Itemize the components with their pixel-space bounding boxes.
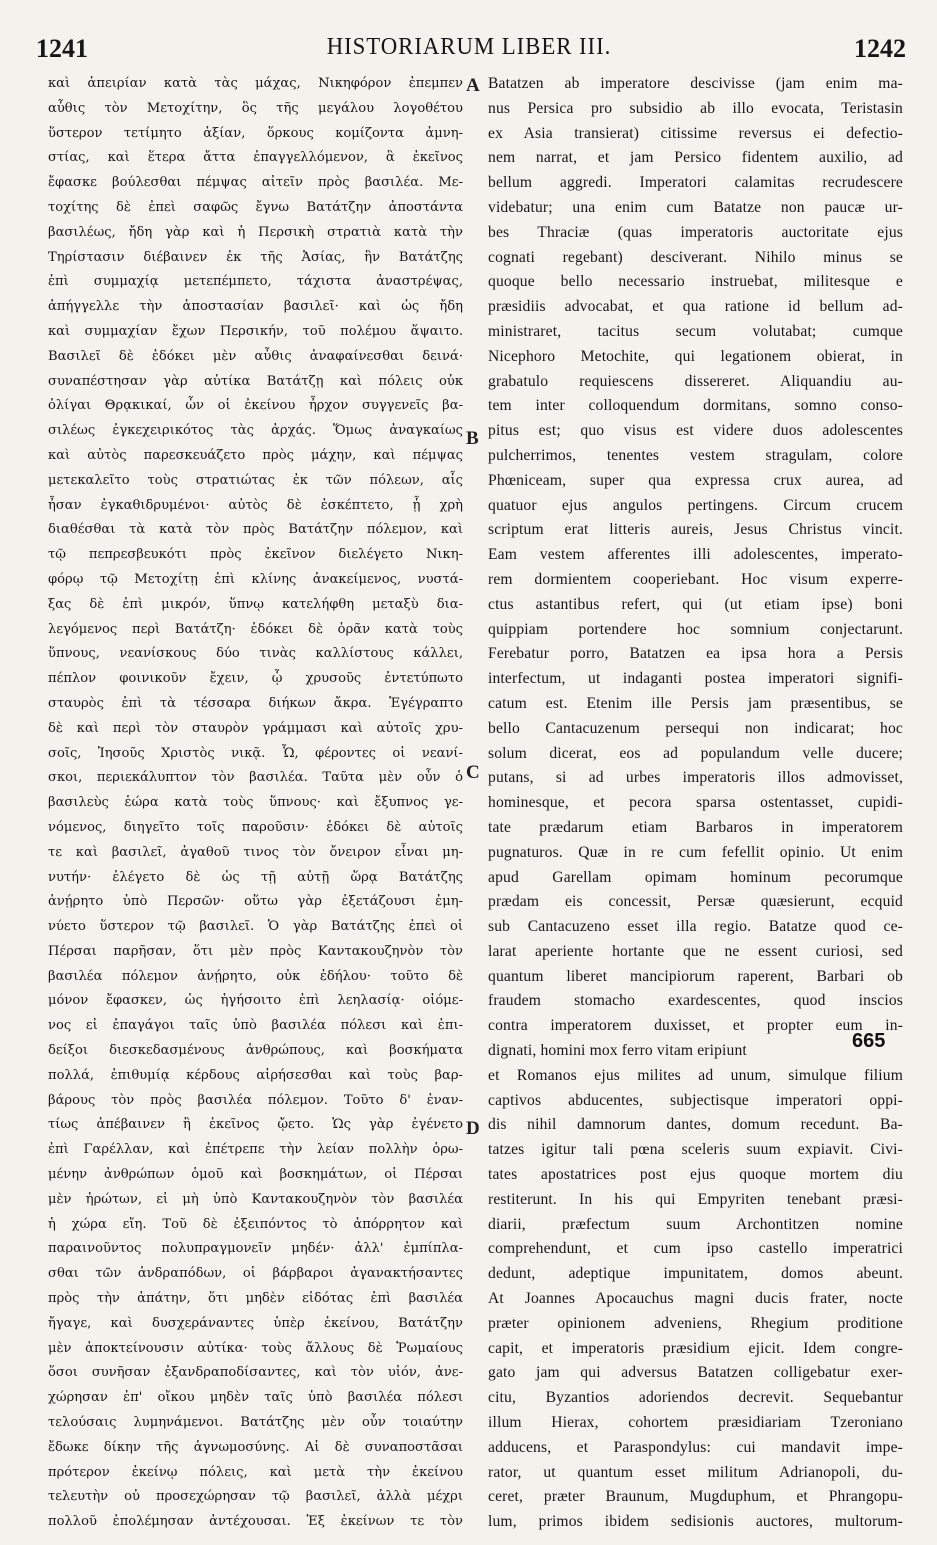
text-line: interfectum, ut indaganti postea imperatori signifi- [488, 670, 903, 688]
text-line: ἦσαν ἐγκαθιδρυμένοι· αὐτὸς δὲ ἐσκέπτετο, ᾗ χρὴ [48, 497, 463, 513]
text-line: ἤγαγε, καὶ δυσχεράναντες ὑπὲρ ἐκείνου, Βατάτζην [48, 1315, 463, 1331]
text-line: præsidiis advocabat, et qua ratione id bellum ad- [488, 298, 903, 316]
margin-marker-a: A [466, 75, 480, 96]
text-line: capit, et imperatoris præsidium ejicit. Idem congre- [488, 1339, 903, 1357]
text-line: πρότερον ἐκείνῳ πόλεις, καὶ μετὰ τὴν ἐκείνου [48, 1464, 463, 1480]
text-line: cognati regebant) desciverant. Nihilo minus se [488, 248, 903, 266]
text-line: ὅσοι συνῆσαν ἐξανδραποδίσαντες, καὶ τὸν υἱόν, ἀνε- [48, 1365, 463, 1381]
text-line: πέπλον φοινικοῦν ἔχειν, ᾧ χρυσοῦς ἐντετύπωτο [48, 671, 463, 687]
text-line: quippiam portendere hoc somnium conjectarunt. [488, 620, 903, 638]
text-line: Nicephoro Metochite, qui legationem obierat, in [488, 347, 903, 365]
text-line: comprehendunt, et cum ipso castello imperatrici [488, 1240, 903, 1258]
text-line: Βασιλεῖ δὲ ἐδόκει μὲν αὖθις ἀναφαίνεσθαι δεινά· [48, 348, 463, 364]
text-line: bello Cantacuzenum persequi non indicarat; hoc [488, 719, 903, 737]
text-line: grabatulo requiescens dissereret. Aliquandiu au- [488, 372, 903, 390]
text-line: Ferebatur porro, Batatzen ea ipsa hora a Persis [488, 645, 903, 663]
text-line: et Romanos ejus milites ad unum, simulque filium [488, 1066, 903, 1084]
right-page-number: 1242 [854, 34, 906, 63]
text-line: contra imperatorem duxisset, et propter eum in- [488, 1017, 903, 1035]
margin-number: 665 [852, 1030, 886, 1052]
text-line: quoque bello necessario instruebat, militesque e [488, 273, 903, 291]
text-line: ὕστερον τετίμητο ἀξίαν, ὅρκους κομίζοντα ἀμνη- [48, 125, 463, 141]
text-line: φόρῳ τῷ Μετοχίτῃ ἐπὶ κλίνης ἀνακείμενος, νυστά- [48, 571, 463, 587]
text-line: tem inter colloquendum dormitans, somno conso- [488, 397, 903, 415]
text-line: ἐπὶ Γαρέλλαν, καὶ ἐπέτρεπε τὴν λείαν πολλὴν ὁρω- [48, 1142, 463, 1158]
text-line: τε καὶ βασιλεῖ, ἀγαθοῦ τινος τὸν ὄνειρον εἶναι μη- [48, 844, 463, 860]
text-line: νόμενος, διηγεῖτο τοῖς παροῦσιν· ἐδόκει δὲ αὐτοῖς [48, 819, 463, 835]
text-line: βάρους τὸν πρὸς βασιλέα πόλεμον. Τοῦτο δ' ἐναν- [48, 1092, 463, 1108]
text-line: ex Asia transierat) citissime reversus ei defectio- [488, 124, 903, 142]
text-line: rem dormientem cooperiebant. Hoc visum experre- [488, 570, 903, 588]
text-line: ἐπὶ συμμαχίᾳ μετεπέμπετο, τάχιστα ἀναστρέψας, [48, 274, 463, 290]
text-line: χώρησαν ἐπ' οἴκου μηδὲν ταῖς ὑπὸ βασιλέα πόλεσι [48, 1390, 463, 1406]
text-line: νος εἰ ἐπαγάγοι ταῖς ὑπὸ βασιλέα πόλεσι καὶ ἐπι- [48, 1018, 463, 1034]
text-line: βασιλέως, ἤδη γὰρ καὶ ἡ Περσικὴ στρατιὰ κατὰ τὴν [48, 224, 463, 240]
margin-marker-c: C [466, 762, 480, 783]
text-line: τίως ἀπέβαινεν ἢ ἐκεῖνος ᾤετο. Ὡς γὰρ ἐγένετο [48, 1117, 463, 1133]
text-line: At Joannes Apocauchus magni ducis frater, nocte [488, 1290, 903, 1308]
text-line: μὲν ἠρώτων, εἰ μὴ ὑπὸ Καντακουζηνὸν τὸν βασιλέα [48, 1191, 463, 1207]
text-line: illum Hierax, cohortem præsidiariam Tzeroniano [488, 1414, 903, 1432]
text-line: apud Garellam opimam hominum pecorumque [488, 868, 903, 886]
text-line: σθαι τῶν ἀνδραπόδων, οἱ βάρβαροι ἀγανακτήσαντες [48, 1266, 463, 1282]
text-line: τελευτὴν οὐ προσεχώρησαν τῷ βασιλεῖ, ἀλλὰ μέχρι [48, 1489, 463, 1505]
text-line: καὶ ἀπειρίαν κατὰ τὰς μάχας, Νικηφόρον ἐπεμπεν [48, 76, 463, 91]
text-line: videbatur; una enim cum Batatze non paucæ ur- [488, 198, 903, 216]
text-line: dedunt, adeptique impunitatem, domos abeunt. [488, 1265, 903, 1283]
text-line: παραινοῦντος πολυπραγμονεῖν μηδέν· ἀλλ' ἐμπίπλα- [48, 1241, 463, 1257]
text-line: nem narrat, et jam Persico fidentem auxilio, ad [488, 149, 903, 167]
text-line: diarii, præfectum suum Archontitzen nomine [488, 1215, 903, 1233]
text-line: μόνον ἔφασκεν, ὡς ἡγήσοιτο ἐπὶ λεηλασίᾳ· οἰόμε- [48, 993, 463, 1009]
text-line: μὲν ἀποκτείνουσιν αὐτίκα· τοὺς ἄλλους δὲ Ῥωμαίους [48, 1340, 463, 1356]
text-line: bes Thraciæ (quas imperatoris auctoritate ejus [488, 223, 903, 241]
text-line: ἔδωκε δίκην τῆς ἀγνωμοσύνης. Αἱ δὲ συναποστᾶσαι [48, 1439, 463, 1455]
text-line: στίας, καὶ ἕτερα ἄττα ἐπαγγελλόμενον, ἃ ἐκεῖνος [48, 150, 463, 166]
text-line: tatzes igitur tali pœna sceleris suum expiavit. Civi- [488, 1141, 903, 1159]
text-line: ctus astantibus refert, qui (ut etiam ipse) boni [488, 595, 903, 613]
text-line: διαθέσθαι τὰ κατὰ τὸν πρὸς Βατάτζην πόλεμον, καὶ [48, 522, 463, 538]
text-line: συναπέστησαν γὰρ αὐτίκα Βατάτζῃ καὶ πόλεις οὐκ [48, 373, 463, 389]
greek-text-column [48, 72, 463, 1535]
text-line: δείξοι διεσκεδασμένους ἀνθρώπους, καὶ βοσκήματα [48, 1043, 463, 1059]
text-line: σταυρὸς ἐπὶ τὰ τέσσαρα διήκων ἄκρα. Ἐγέγραπτο [48, 695, 463, 711]
text-line: ministraret, tacitus secum volutabat; cumque [488, 322, 903, 340]
text-line: τῷ πεπρεσβευκότι πρὸς ἐκεῖνον διελέγετο Νικη- [48, 547, 463, 563]
text-line: Πέρσαι παρῆσαν, ὅτι μὲν πρὸς Καντακουζηνὸν τὸν [48, 943, 463, 959]
text-line: τοχίτης δὲ ἐπεὶ σαφῶς ἔγνω Βατάτζην ἀποστάντα [48, 199, 463, 215]
text-line: λεγόμενος περὶ Βατάτζη· ἐδόκει δὲ ὁρᾶν κατὰ τοὺς [48, 621, 463, 637]
text-line: νύετο ὕστερον τῷ βασιλεῖ. Ὁ γὰρ Βατάτζης ἐπεὶ οἱ [48, 919, 463, 935]
text-line: captivos abducentes, subjectisque imperatori oppi- [488, 1091, 903, 1109]
text-line: dis nihil damnorum dantes, domum recedunt. Ba- [488, 1116, 903, 1134]
text-line: dignati, homini mox ferro vitam eripiunt [488, 1042, 747, 1060]
text-line: pitus est; quo visus est videre duos adolescentes [488, 422, 903, 440]
text-line: πρὸς τὴν ἀπάτην, ὅτι μηδὲν εἰδότας ἐπὶ βασιλέα [48, 1291, 463, 1307]
left-page-number: 1241 [36, 34, 88, 63]
text-line: πολλά, ἐπιθυμίᾳ κέρδους αἱρήσεσθαι καὶ τοὺς βαρ- [48, 1067, 463, 1083]
text-line: nus Persica pro subsidio ab illo evocata, Teristasin [488, 99, 903, 117]
page-header [32, 30, 906, 70]
text-line: gato jam qui adversus Batatzen colligebatur exer- [488, 1364, 903, 1382]
text-line: αὖθις τὸν Μετοχίτην, ὃς τῆς μεγάλου λογοθέτου [48, 100, 463, 116]
text-line: Batatzen ab imperatore descivisse (jam enim ma- [488, 75, 903, 92]
text-line: μετεκαλεῖτο τοὺς στρατιώτας ἐκ τῶν πόλεων, αἷς [48, 472, 463, 488]
text-line: Eam vestem afferentes illi adolescentes, imperato- [488, 546, 903, 564]
text-line: ὕπνους, νεανίσκους δύο τινὰς καλλίστους κάλλει, [48, 646, 463, 662]
text-line: νυτήν· ἐλέγετο δὲ ὡς τῇ αὐτῇ ὥρᾳ Βατάτζης [48, 869, 463, 885]
text-line: præter opinionem adveniens, Rhegium proditione [488, 1314, 903, 1332]
text-line: βασιλέα πόλεμον ἀνῄρητο, οὐκ ἐδήλου· τοῦτο δὲ [48, 968, 463, 984]
text-line: fraudem stomacho exardescentes, quod inscios [488, 992, 903, 1010]
text-line: μένην ἀνθρώπων ὁμοῦ καὶ βοσκημάτων, οἱ Πέρσαι [48, 1167, 463, 1183]
text-line: pulcherrimos, tenentes vestem stragulam, colore [488, 446, 903, 464]
text-line: δὲ καὶ περὶ τὸν σταυρὸν γράμμασι καὶ αὐτοῖς χρυ- [48, 720, 463, 736]
text-line: ἀπήγγελλε τὴν ἀποστασίαν βασιλεῖ· καὶ ὡς ἤδη [48, 299, 463, 315]
text-line: putans, si ad urbes imperatoris illos admovisset, [488, 769, 903, 787]
text-line: ἡ χώρα εἴη. Τοῦ δὲ ἐξειπόντος τὸ ἀπόρρητον καὶ [48, 1216, 463, 1232]
text-line: restiterunt. In his qui Empyriten tenebant præsi- [488, 1190, 903, 1208]
text-line: καὶ συμμαχίαν ἔχων Περσικήν, τοῦ πολέμου ἅψαιτο. [48, 323, 463, 339]
text-line: solum dicerat, eos ad populandum velle ducere; [488, 744, 903, 762]
text-line: tate prædarum etiam Barbaros in imperatorem [488, 818, 903, 836]
text-line: rator, ut quantum esset militum Adrianopoli, du- [488, 1463, 903, 1481]
latin-text-column [488, 72, 903, 1535]
text-line: καὶ αὐτὸς παρεσκευάζετο πρὸς μάχην, καὶ πέμψας [48, 447, 463, 463]
text-line: bellum aggredi. Imperatori calamitas recrudescere [488, 174, 903, 192]
text-line: σιλέως ἐγκεχειρικότος τὰς ἀρχάς. Ὅμως ἀναγκαίως [48, 423, 463, 439]
margin-marker-d: D [466, 1118, 480, 1139]
text-line: hominesque, et pecora sparsa ostentasset, cupidi- [488, 794, 903, 812]
text-line: adducens, et Paraspondylus: cui mandavit impe- [488, 1438, 903, 1456]
running-title: HISTORIARUM LIBER III. [326, 34, 612, 60]
text-line: sub Cantacuzeno esset illa regio. Batatze quod ce- [488, 918, 903, 936]
text-line: σοῖς, Ἰησοῦς Χριστὸς νικᾷ. Ὧ, φέροντες οἱ νεανί- [48, 745, 463, 761]
text-line: τελούσαις λυμηνάμενοι. Βατάτζης μὲν οὖν τοιαύτην [48, 1415, 463, 1431]
margin-marker-b: B [466, 428, 479, 449]
text-line: ἀνῄρητο ὑπὸ Περσῶν· οὕτω γὰρ ἐξετάζουσι ἐμη- [48, 894, 463, 910]
text-line: pugnaturos. Quæ in re cum fefellit opinio. Ut enim [488, 843, 903, 861]
text-line: Τηρίστασιν διέβαινεν ἐκ τῆς Ἀσίας, ἣν Βατάτζης [48, 249, 463, 265]
text-line: citu, Byzantios adoriendos decrevit. Sequebantur [488, 1389, 903, 1407]
text-line: ξας δὲ ἐπὶ μικρόν, ὕπνῳ κατελήφθη μεταξὺ δια- [48, 596, 463, 612]
text-line: ἔφασκε βούλεσθαι πέμψας αἰτεῖν πρὸς βασιλέα. Με- [48, 175, 463, 191]
text-line: prædam eis concessit, Persæ quæsierunt, ecquid [488, 893, 903, 911]
text-line: ceret, præter Braunum, Mugduphum, et Phrangopu- [488, 1488, 903, 1506]
text-line: quatuor ejus angulos pertingens. Circum crucem [488, 496, 903, 514]
text-line: πολλοῦ ἐπολέμησαν ἀντέχουσαι. Ἐξ ἐκείνων τε τὸν [48, 1514, 463, 1530]
text-line: larat aperiente hortante que ne essent curiosi, sed [488, 942, 903, 960]
text-line: σκοι, περιεκάλυπτον τὸν βασιλέα. Ταῦτα μὲν οὖν ὁ [48, 770, 463, 786]
text-line: Phœniceam, super qua expressa crux aurea, ad [488, 471, 903, 489]
text-line: tates apostatrices post ejus quoque mortem diu [488, 1166, 903, 1184]
text-line: βασιλεὺς ἑώρα κατὰ τοὺς ὕπνους· καὶ ἔξυπνος γε- [48, 795, 463, 811]
text-line: quantum liberet mancipiorum raperent, Barbari ob [488, 967, 903, 985]
text-line: lum, primos ibidem sedisionis auctores, multorum- [488, 1513, 903, 1531]
text-line: ὀλίγαι Θρᾳκικαί, ὧν οἱ ἐκείνου ἦρχον συγγενεῖς βα- [48, 398, 463, 414]
text-line: scriptum erat litteris aureis, Jesus Christus vincit. [488, 521, 903, 539]
text-line: catum est. Etenim ille Persis jam præsentibus, se [488, 694, 903, 712]
